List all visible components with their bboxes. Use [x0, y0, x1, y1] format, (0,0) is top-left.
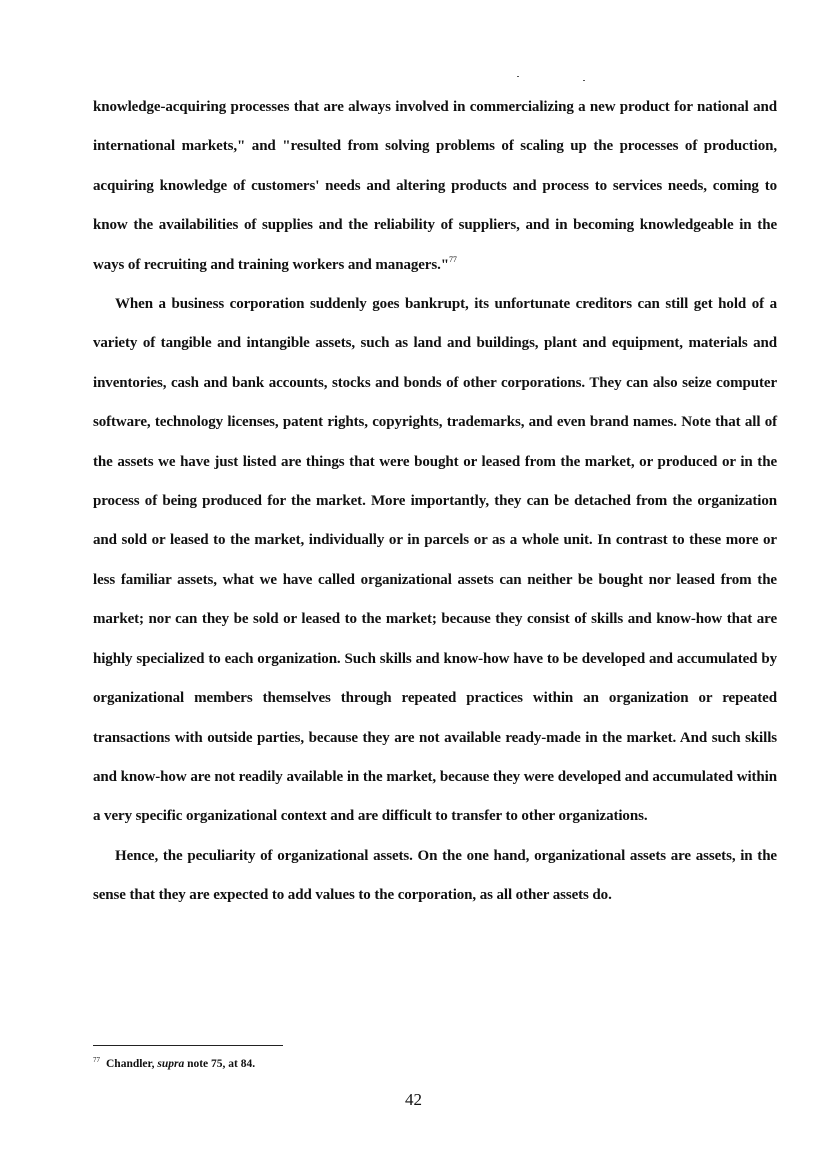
body-text: [93, 88, 777, 916]
scan-speck: [583, 80, 585, 81]
page-number: 42: [405, 1090, 422, 1109]
footnote-citation: note 75, at 84.: [184, 1058, 256, 1070]
footnote-author: Chandler,: [106, 1058, 158, 1070]
paragraph-continuation: [93, 88, 777, 285]
footnote-reference: 77: [449, 254, 457, 264]
paragraph-text: When a business corporation suddenly goes bankrupt, its unfortunate creditors can still get hold of a variety of tangible and intangible assets, such as land and buildings, plant and equipment, materials and inventories, cash and bank accounts, stocks and bonds of other corporations. They can also seize computer software, technology licenses, patent rights, copyrights, trademarks, and even brand names. Note that all of the assets we have just listed are things that were bought or leased from the market, or produced or in the process of being produced for the market. More importantly, they can be detached from the organization and sold or leased to the market, individually or in parcels or as a whole unit. In contrast to these more or less familiar assets, what we have called organizational assets can neither be bought nor leased from the market; nor can they be sold or leased to the market; because they consist of skills and know-how that are highly specialized to each organization. Such skills and know-how have to be developed and accumulated by organizational members themselves through repeated practices within an organization or repeated transactions with outside parties, because they are not available ready-made in the market. And such skills and know-how are not readily available in the market, because they were developed and accumulated within a very specific organizational context and are difficult to transfer to other organizations.: [93, 296, 777, 825]
paragraph-peculiarity: [93, 837, 777, 916]
footnote-divider: [93, 1045, 283, 1046]
paragraph-text: Hence, the peculiarity of organizational assets. On the one hand, organizational assets are assets, in the sense that they are expected to add values to the corporation, as all other assets do.: [93, 847, 777, 904]
footnote-number: 77: [93, 1056, 100, 1064]
footnote: [93, 1056, 255, 1072]
paragraph-text: knowledge-acquiring processes that are always involved in commercializing a new product for national and international markets," and "resulted from solving problems of scaling up the processes of production, acquiring knowledge of customers' needs and altering products and process to services needs, coming to know the availabilities of supplies and the reliability of suppliers, and in becoming knowledgeable in the ways of recruiting and training workers and managers.": [93, 99, 777, 273]
paragraph-bankruptcy-assets: [93, 285, 777, 837]
scan-speck: [517, 76, 519, 77]
footnote-signal: supra: [157, 1058, 185, 1070]
